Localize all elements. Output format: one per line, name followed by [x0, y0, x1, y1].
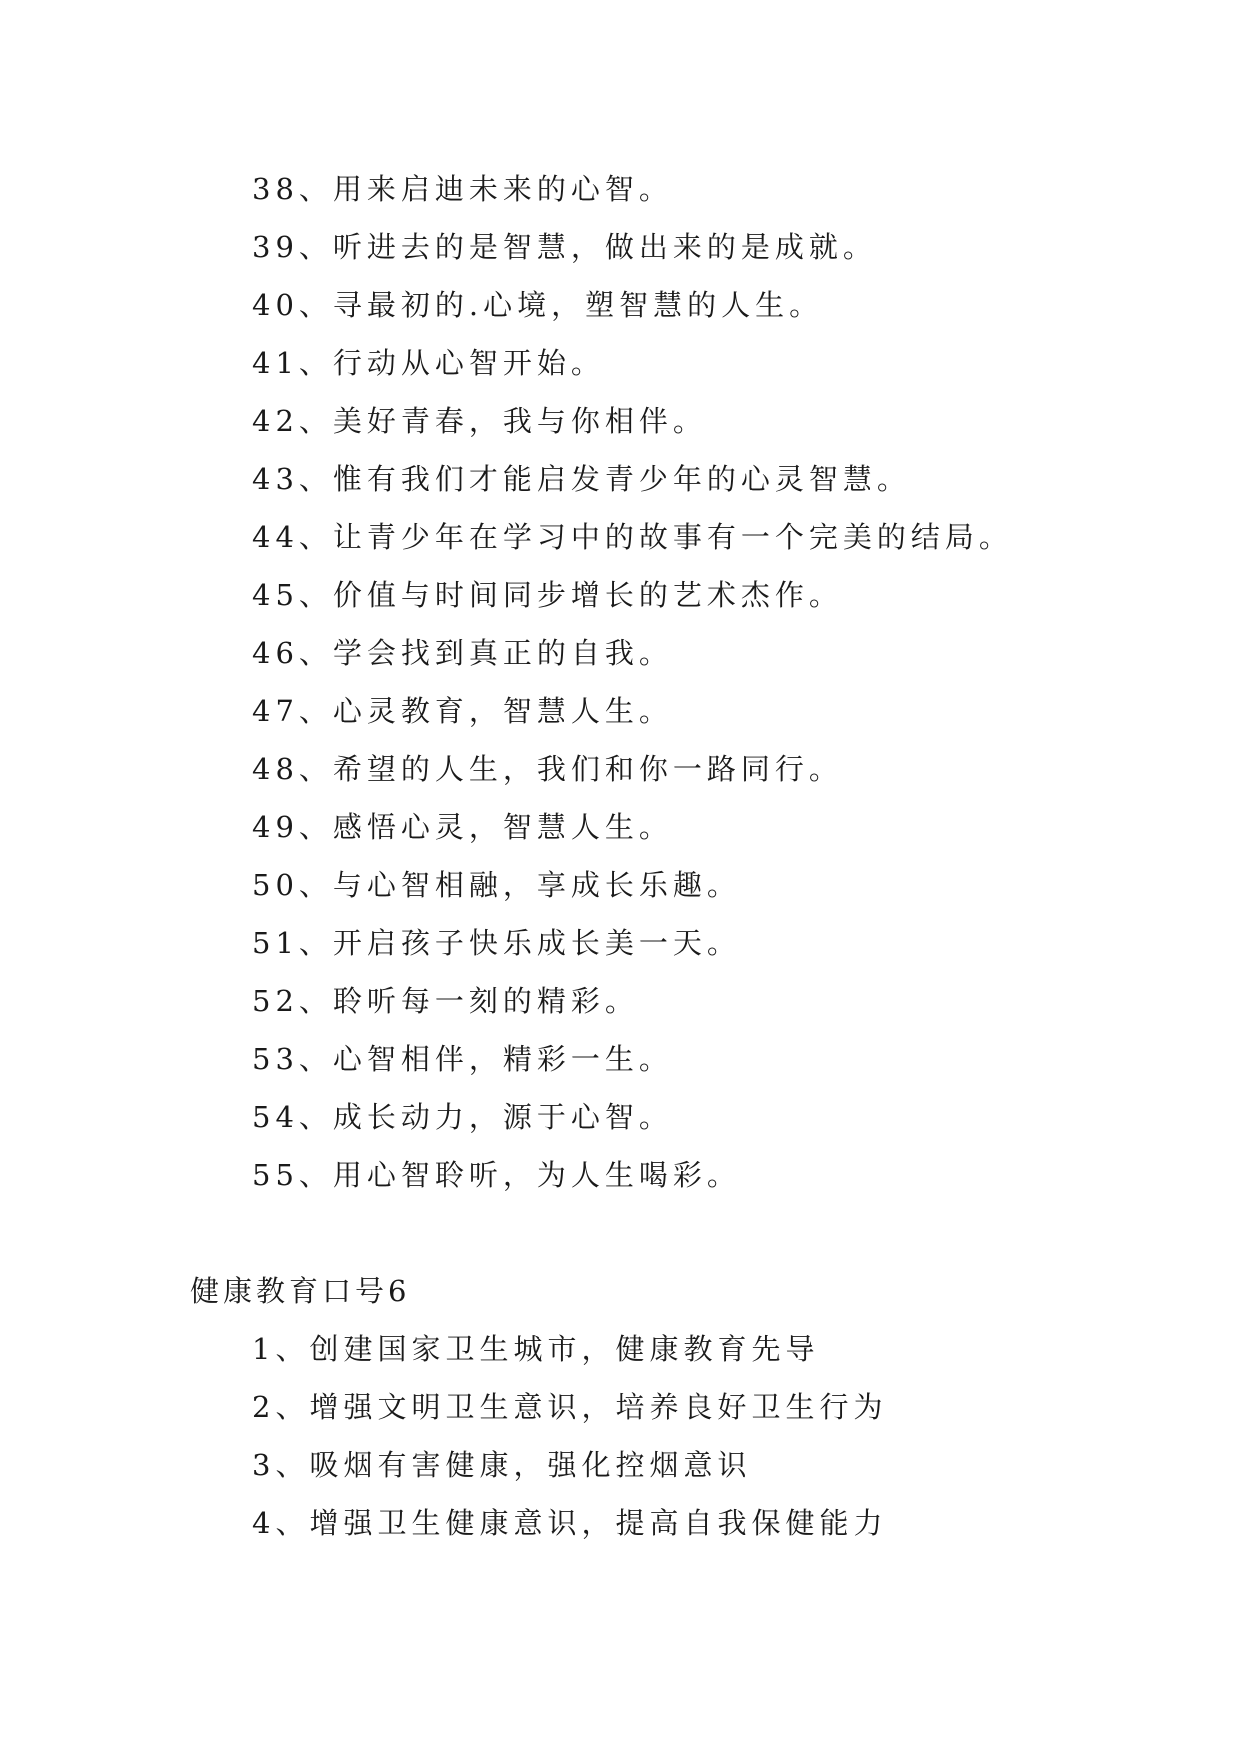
list-item: 52、聆听每一刻的精彩。 [252, 984, 639, 1018]
list-item: 45、价值与时间同步增长的艺术杰作。 [252, 578, 843, 612]
list-item: 40、寻最初的.心境，塑智慧的人生。 [252, 288, 824, 322]
list-item: 44、让青少年在学习中的故事有一个完美的结局。 [252, 520, 1013, 554]
list-item: 51、开启孩子快乐成长美一天。 [252, 926, 741, 960]
list-item: 1、创建国家卫生城市，健康教育先导 [252, 1332, 820, 1366]
list-item: 54、成长动力，源于心智。 [252, 1100, 673, 1134]
list-item: 42、美好青春，我与你相伴。 [252, 404, 707, 438]
list-item: 2、增强文明卫生意识，培养良好卫生行为 [252, 1390, 888, 1424]
list-item: 48、希望的人生，我们和你一路同行。 [252, 752, 843, 786]
list-item: 38、用来启迪未来的心智。 [252, 172, 673, 206]
list-item: 50、与心智相融，享成长乐趣。 [252, 868, 741, 902]
list-item: 43、惟有我们才能启发青少年的心灵智慧。 [252, 462, 911, 496]
list-item: 49、感悟心灵，智慧人生。 [252, 810, 673, 844]
list-item: 53、心智相伴，精彩一生。 [252, 1042, 673, 1076]
list-item: 55、用心智聆听，为人生喝彩。 [252, 1158, 741, 1192]
list-item: 3、吸烟有害健康，强化控烟意识 [252, 1448, 752, 1482]
slogan-list-health [252, 1320, 887, 1552]
list-item: 47、心灵教育，智慧人生。 [252, 694, 673, 728]
list-item: 41、行动从心智开始。 [252, 346, 605, 380]
section-title: 健康教育口号6 [190, 1274, 411, 1308]
list-item: 46、学会找到真正的自我。 [252, 636, 673, 670]
list-item: 4、增强卫生健康意识，提高自我保健能力 [252, 1506, 888, 1540]
slogan-list-mind [252, 160, 1013, 1204]
list-item: 39、听进去的是智慧，做出来的是成就。 [252, 230, 877, 264]
